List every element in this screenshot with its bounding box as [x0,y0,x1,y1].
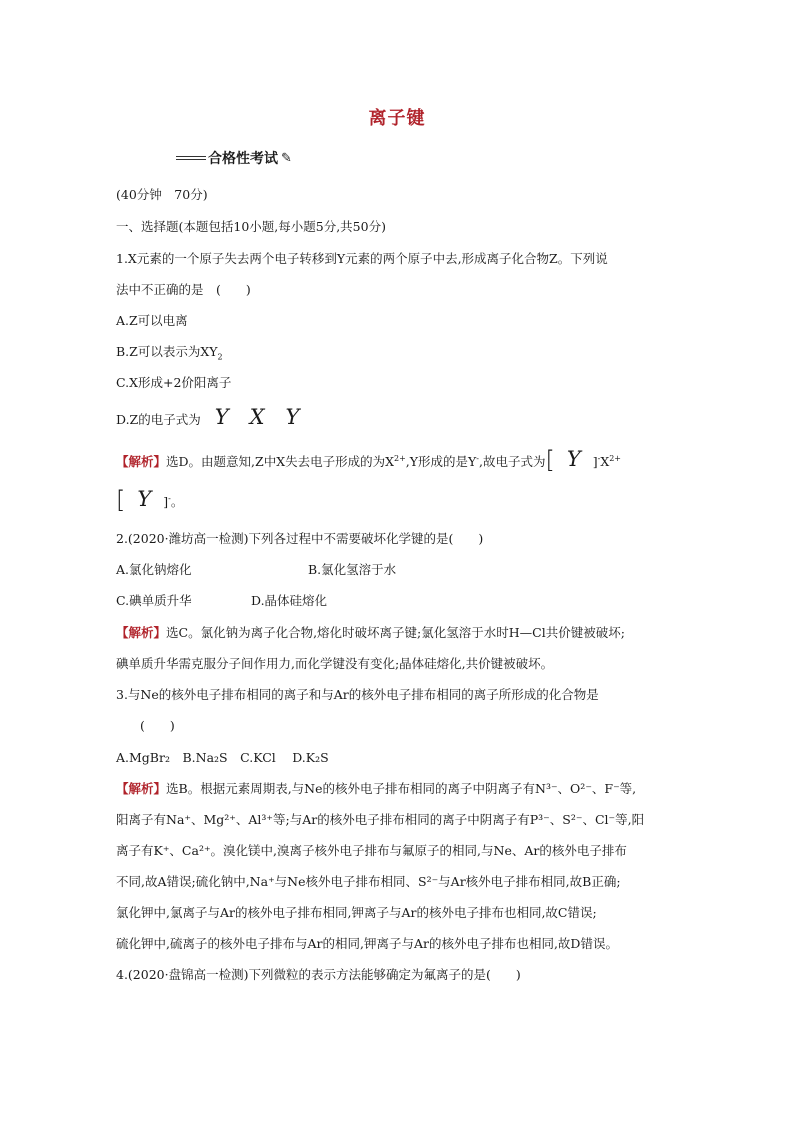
q2-stem: 2.(2020·潍坊高一检测)下列各过程中不需要破坏化学键的是( ) [116,531,484,546]
q3-stem-line1: 3.与Ne的核外电子排布相同的离子和与Ar的核外电子排布相同的离子所形成的化合物是 [116,687,599,702]
q1-stem-line2: 法中不正确的是 ( ) [116,282,251,297]
q3-analysis-line3: 离子有K⁺、Ca²⁺。溴化镁中,溴离子核外电子排布与氟原子的相同,与Ne、Ar的核外电子排布 [116,843,627,858]
page-title: 离子键 [368,108,426,129]
q1-option-b: B.Z可以表示为$XY_2$ [116,344,223,362]
q2-option-b: B.氯化氢溶于水 [308,562,397,577]
q1-option-c: C.X形成+2价阳离子 [116,375,232,390]
q2-option-a: A.氯化钠熔化 [116,562,192,577]
q1-analysis-line1: 【解析】选D。由题意知,Z中X失去电子形成的为$X^{2+},Y$形成的是Y-,故电子式为[ Y ]$^-X^{2+}$ [116,446,622,474]
q1-option-a: A.Z可以电离 [116,313,188,328]
q3-analysis-line6: 硫化钾中,硫离子的核外电子排布与Ar的相同,钾离子与Ar的核外电子排布也相同,故D错误。 [116,936,618,951]
double-rule-decoration [176,156,206,160]
analysis-tag: 【解析】 [116,781,167,796]
section-label: 合格性考试 [208,151,278,167]
analysis-tag: 【解析】 [116,454,167,469]
q2-option-c: C.碘单质升华 [116,593,192,608]
q3-analysis-line2: 阳离子有Na⁺、Mg²⁺、Al³⁺等;与Ar的核外电子排布相同的离子中阴离子有P³⁻、S²⁻、Cl⁻等,阳 [116,812,645,827]
q3-analysis-line5: 氯化钾中,氯离子与Ar的核外电子排布相同,钾离子与Ar的核外电子排布也相同,故C错误; [116,905,597,920]
analysis-tag: 【解析】 [116,625,167,640]
q3-stem-line2: ( ) [140,718,175,733]
pencil-icon: ✎ [281,150,292,166]
q3-analysis-line4: 不同,故A错误;硫化钠中,Na⁺与Ne核外电子排布相同、S²⁻与Ar核外电子排布相同,故B正确; [116,874,621,889]
q3-analysis-line1: 【解析】选B。根据元素周期表,与Ne的核外电子排布相同的离子中阴离子有N³⁻、O²⁻、F⁻等, [116,781,637,796]
time-score: (40分钟 70分) [116,187,208,202]
q1-stem-line1: 1.X元素的一个原子失去两个电子转移到Y元素的两个原子中去,形成离子化合物Z。下列说 [116,251,608,266]
q4-stem: 4.(2020·盘锦高一检测)下列微粒的表示方法能够确定为氟离子的是( ) [116,967,521,982]
part1-heading: 一、选择题(本题包括10小题,每小题5分,共50分) [116,219,386,234]
q1-analysis-line2: [ Y ]-。 [116,486,184,514]
q3-options: A.MgBr₂ B.Na₂S C.KCl D.K₂S [116,750,329,765]
q2-option-d: D.晶体硅熔化 [251,593,328,608]
section-heading [176,148,292,168]
q2-analysis-line1: 【解析】选C。氯化钠为离子化合物,熔化时破坏离子键;氯化氢溶于水时H—Cl共价键被破坏; [116,625,625,640]
q1-option-d: D.Z的电子式为 Y X Y [116,405,300,429]
q2-analysis-line2: 碘单质升华需克服分子间作用力,而化学键没有变化;晶体硅熔化,共价键被破坏。 [116,656,554,671]
electron-formula: Y X Y [214,405,300,429]
